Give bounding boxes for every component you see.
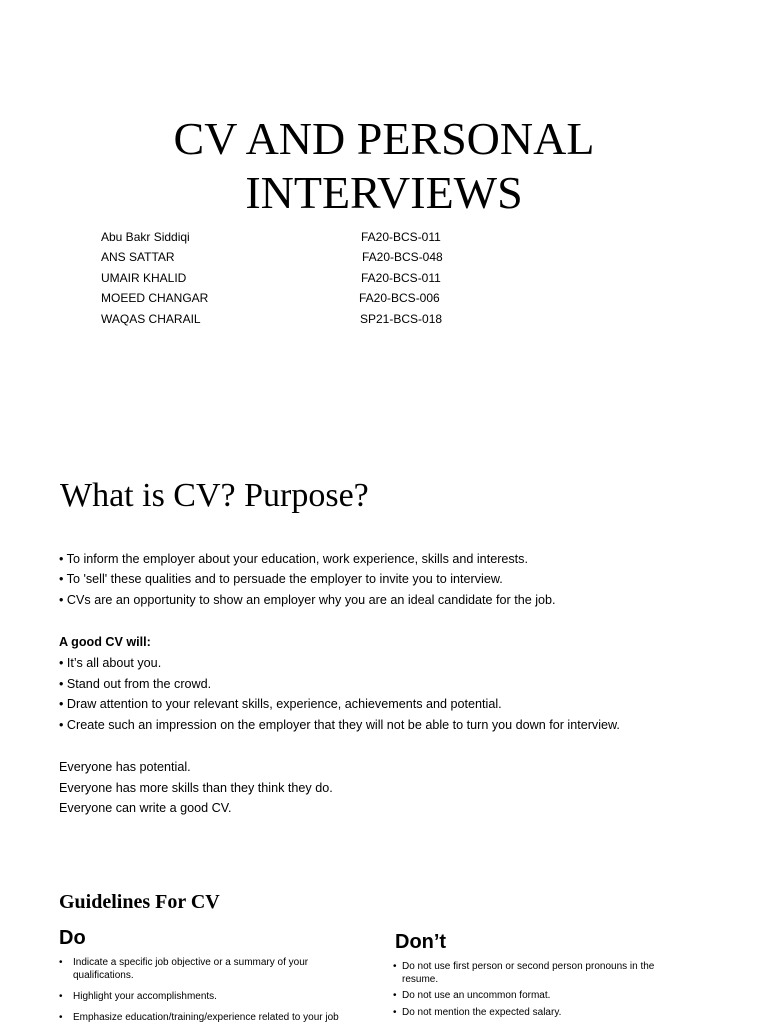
- member-id: SP21-BCS-018: [360, 312, 443, 326]
- bullet-icon: •: [393, 961, 397, 972]
- closing-line: Everyone has potential.: [59, 760, 191, 774]
- list-item-text: Indicate a specific job objective or a summary of your: [73, 957, 309, 968]
- bullet-icon: •: [59, 957, 63, 968]
- member-name: Abu Bakr Siddiqi: [101, 230, 190, 244]
- do-heading: Do: [59, 927, 86, 949]
- good-cv-heading: A good CV will:: [59, 635, 151, 649]
- list-item-text: Highlight your accomplishments.: [73, 991, 217, 1002]
- list-item-text: Do not use first person or second person pronouns in the: [402, 961, 655, 972]
- member-name: ANS SATTAR: [101, 250, 175, 264]
- title-line-2: INTERVIEWS: [245, 167, 523, 218]
- list-item: • It’s all about you.: [59, 656, 162, 670]
- closing-line: Everyone has more skills than they think they do.: [59, 781, 333, 795]
- list-item: • Stand out from the crowd.: [59, 677, 212, 691]
- member-id: FA20-BCS-048: [362, 250, 443, 264]
- list-item-text: Emphasize education/training/experience related to your job: [73, 1012, 339, 1023]
- dont-heading: Don’t: [395, 931, 447, 953]
- closing-line: Everyone can write a good CV.: [59, 801, 232, 815]
- member-name: WAQAS CHARAIL: [101, 312, 201, 326]
- list-item-text: resume.: [402, 974, 439, 985]
- bullet-icon: •: [59, 1012, 63, 1023]
- list-item: • To inform the employer about your education, work experience, skills and interests.: [59, 552, 528, 566]
- list-item: • Create such an impression on the employer that they will not be able to turn you down for interview.: [59, 718, 620, 732]
- slide1-title: [0, 112, 768, 220]
- member-id: FA20-BCS-011: [361, 271, 441, 285]
- list-item: • Draw attention to your relevant skills, experience, achievements and potential.: [59, 697, 502, 711]
- bullet-icon: •: [59, 991, 63, 1002]
- list-item-text: Do not use an uncommon format.: [402, 990, 551, 1001]
- list-item: • CVs are an opportunity to show an employer why you are an ideal candidate for the job.: [59, 593, 556, 607]
- bullet-icon: •: [393, 1007, 397, 1018]
- list-item-text: qualifications.: [73, 970, 134, 981]
- member-name: UMAIR KHALID: [101, 271, 187, 285]
- bullet-icon: •: [393, 990, 397, 1001]
- member-id: FA20-BCS-011: [361, 230, 441, 244]
- slide3-title: Guidelines For CV: [59, 891, 220, 913]
- list-item: • To 'sell' these qualities and to persuade the employer to invite you to interview.: [59, 572, 503, 586]
- title-line-1: CV AND PERSONAL: [173, 113, 595, 164]
- list-item-text: Do not mention the expected salary.: [402, 1007, 562, 1018]
- slide2-title: What is CV? Purpose?: [60, 477, 369, 514]
- member-id: FA20-BCS-006: [359, 291, 440, 305]
- member-name: MOEED CHANGAR: [101, 291, 209, 305]
